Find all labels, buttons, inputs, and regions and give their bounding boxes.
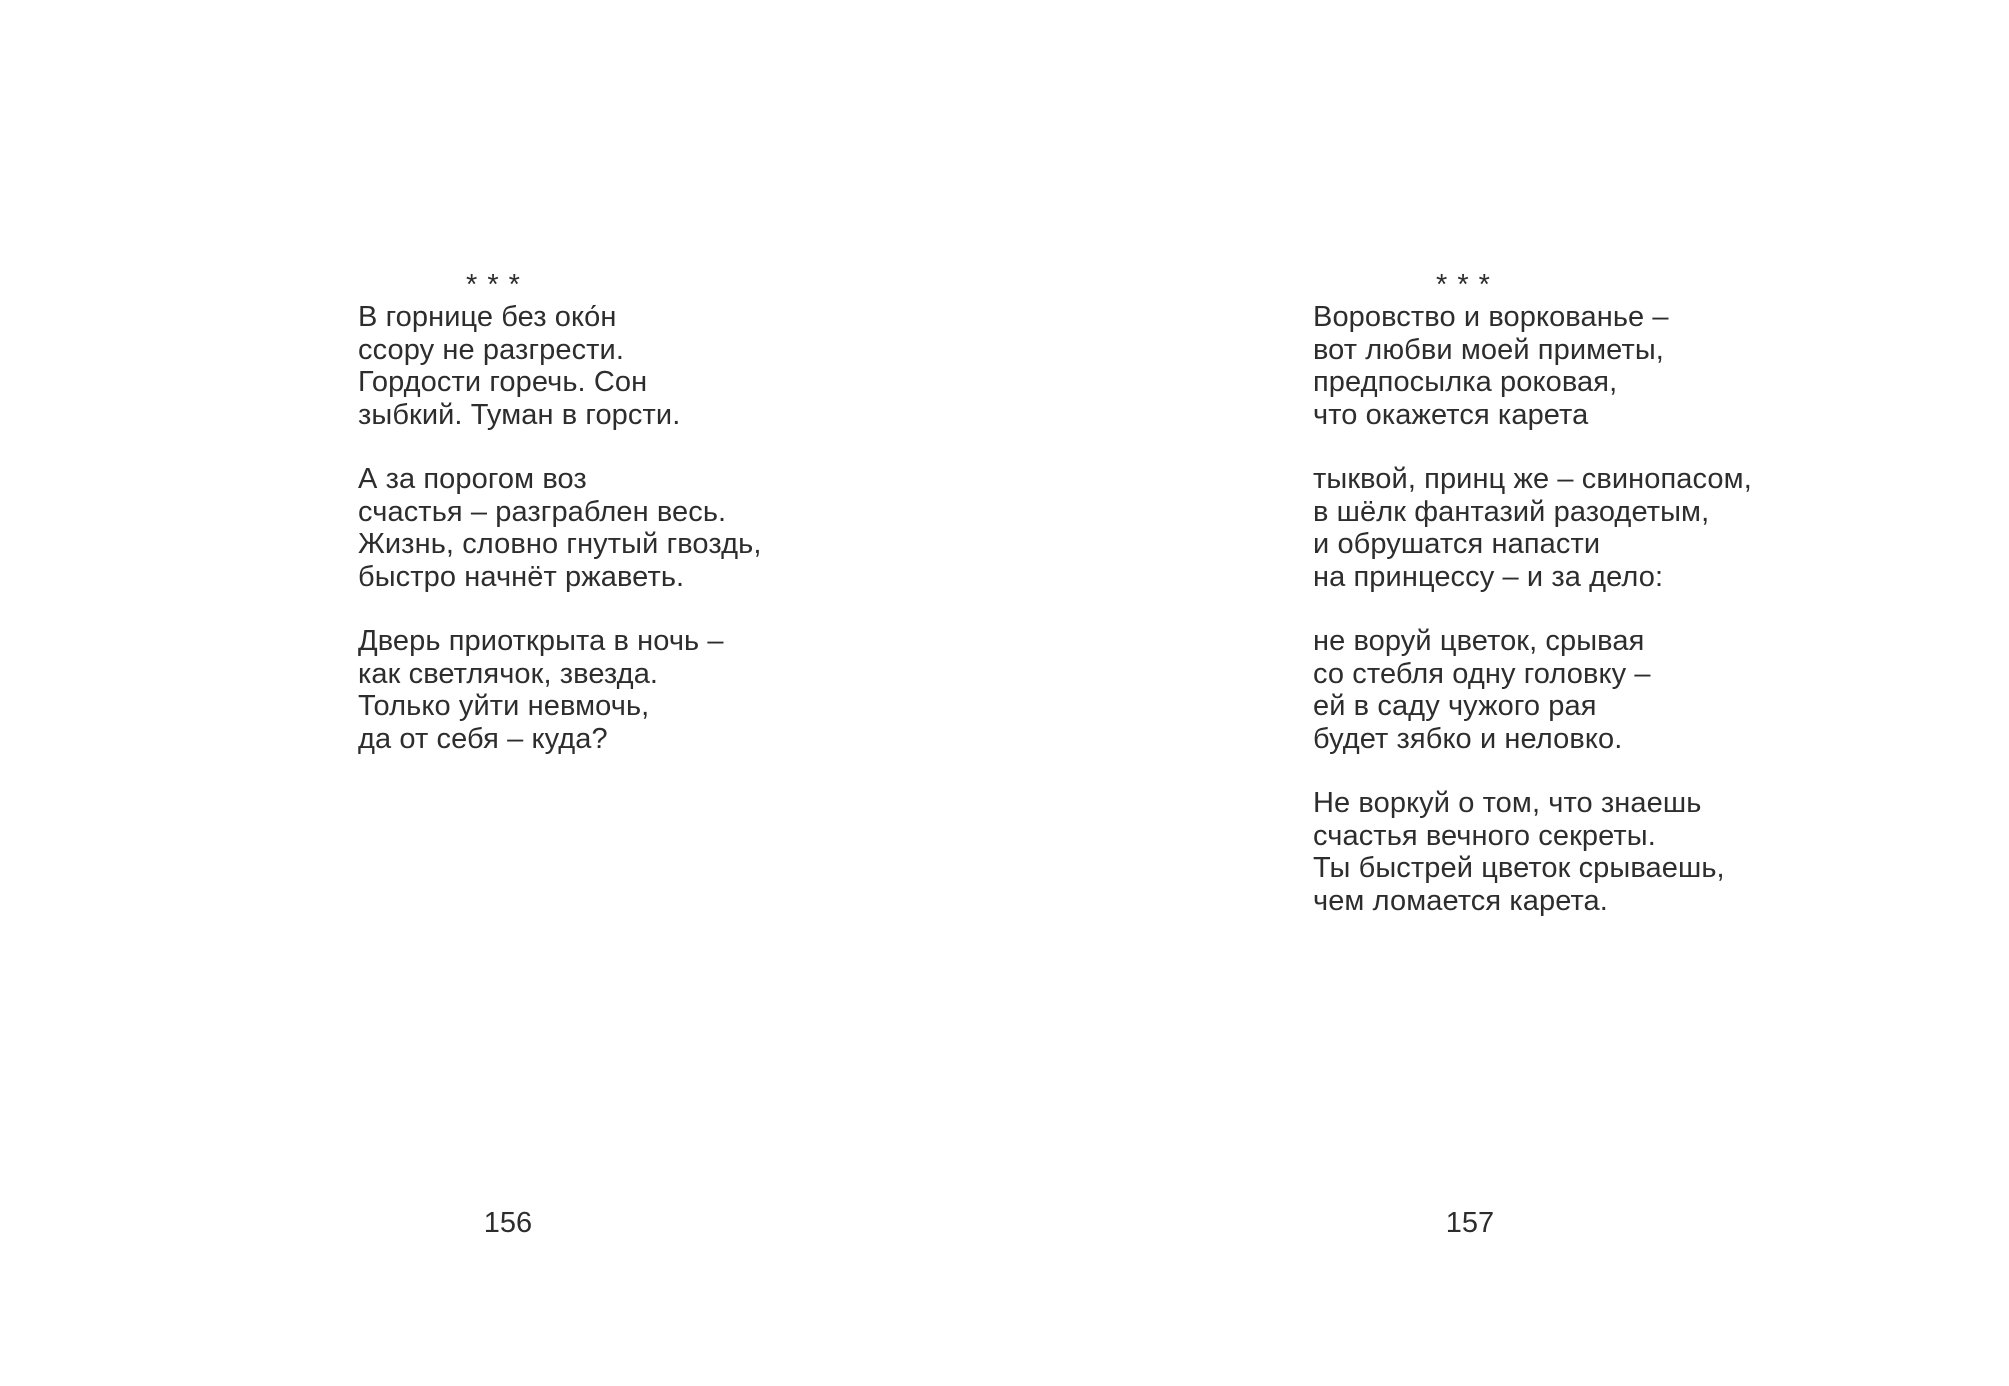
poem-line: вот любви моей приметы,: [1313, 333, 1664, 366]
page-number-left: 156: [483, 1207, 533, 1239]
poem-line: быстро начнёт ржаветь.: [358, 560, 685, 593]
poem-line: А за порогом воз: [358, 463, 587, 496]
poem-line: ссору не разгрести.: [358, 333, 625, 366]
stanza: [358, 301, 761, 431]
stanza: [1313, 787, 1752, 917]
poem-line: как светлячок, звезда.: [358, 657, 659, 690]
poem-line: что окажется карета: [1313, 398, 1589, 431]
poem-line: счастья – разграблен весь.: [358, 495, 727, 528]
poem-line: на принцессу – и за дело:: [1313, 560, 1664, 593]
stanza: [358, 625, 761, 755]
poem-line: тыквой, принц же – свинопасом,: [1313, 463, 1752, 496]
poem-right: [1313, 269, 1752, 917]
stanza: [358, 463, 761, 593]
poem-right-header: * * *: [1436, 269, 1491, 301]
poem-left-header: * * *: [466, 269, 521, 301]
poem-line: предпосылка роковая,: [1313, 366, 1618, 399]
page-number-right: 157: [1445, 1207, 1495, 1239]
stanza: [1313, 301, 1752, 431]
poem-line: да от себя – куда?: [358, 722, 608, 755]
poem-left-body: [358, 301, 761, 755]
poem-line: Гордости горечь. Сон: [358, 366, 648, 399]
poem-line: в шёлк фантазий разодетым,: [1313, 495, 1710, 528]
poem-line: Жизнь, словно гнутый гвоздь,: [358, 528, 762, 561]
poem-line: Только уйти невмочь,: [358, 690, 650, 723]
poem-line: счастья вечного секреты.: [1313, 819, 1656, 852]
poem-right-body: [1313, 301, 1752, 917]
poem-line: чем ломается карета.: [1313, 884, 1608, 917]
poem-line: Воровство и воркованье –: [1313, 301, 1669, 334]
poem-line: В горнице без око́н: [358, 301, 617, 334]
poem-line: будет зябко и неловко.: [1313, 722, 1623, 755]
poem-line: Ты быстрей цветок срываешь,: [1313, 852, 1725, 885]
poem-line: со стебля одну головку –: [1313, 657, 1651, 690]
poem-left: [358, 269, 761, 755]
poem-line: не воруй цветок, срывая: [1313, 625, 1645, 658]
stanza: [1313, 463, 1752, 593]
poem-line: Дверь приоткрыта в ночь –: [358, 625, 724, 658]
stanza: [1313, 625, 1752, 755]
poem-line: и обрушатся напасти: [1313, 528, 1601, 561]
poem-line: ей в саду чужого рая: [1313, 690, 1597, 723]
poem-line: зыбкий. Туман в горсти.: [358, 398, 681, 431]
poem-line: Не воркуй о том, что знаешь: [1313, 787, 1702, 820]
